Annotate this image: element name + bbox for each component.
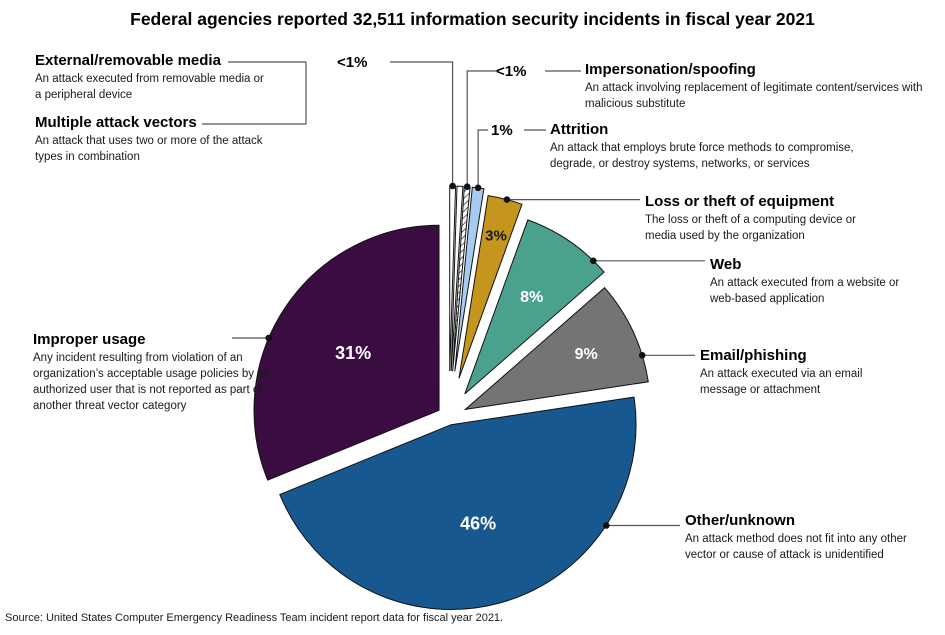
- category-description: An attack that uses two or more of the attack types in combination: [35, 135, 263, 164]
- leader-dot-email-phishing: [639, 352, 646, 359]
- category-description: Any incident resulting from violation of an organization’s acceptable usage policies by an authorized user that is not reported as part of another threat vector category: [33, 352, 270, 412]
- leader-dot-other-unknown: [603, 522, 610, 529]
- category-heading: External/removable media: [35, 52, 221, 69]
- category-heading: Web: [710, 256, 742, 273]
- slice-percent-label-email-phishing: 9%: [574, 346, 598, 364]
- category-label-other-unknown: [685, 512, 939, 564]
- leader-lt1-left-to-pie: [390, 62, 453, 186]
- callout-pct-external-multiple: <1%: [337, 54, 368, 71]
- category-heading: Multiple attack vectors: [35, 114, 197, 131]
- slice-percent-label-loss-or-theft-of-equipment: 3%: [485, 227, 507, 245]
- source-note: Source: United States Computer Emergency Readiness Team incident report data for fiscal year 2021.: [5, 612, 504, 624]
- callout-pct-attrition: 1%: [491, 122, 513, 139]
- category-label-attrition: [550, 121, 880, 173]
- category-heading: Attrition: [550, 121, 609, 138]
- category-description: An attack executed via an email message or attachment: [700, 368, 863, 397]
- callout-pct-impersonation: <1%: [496, 63, 527, 80]
- chart-title: Federal agencies reported 32,511 information security incidents in fiscal year 2021: [130, 9, 815, 29]
- slice-percent-label-web: 8%: [520, 288, 544, 306]
- category-label-loss-or-theft-of-equipment: [645, 193, 887, 245]
- category-label-web: [710, 256, 902, 308]
- leader-dot-loss-or-theft-of-equipment: [504, 196, 511, 203]
- category-heading: Improper usage: [33, 331, 146, 348]
- category-description: An attack involving replacement of legitimate content/services with malicious substitute: [585, 82, 923, 111]
- category-label-email-phishing: [700, 347, 882, 399]
- slice-percent-label-improper-usage: 31%: [335, 343, 372, 363]
- leader-dot-external-removable-media: [449, 183, 456, 190]
- category-label-multiple-attack-vectors: [35, 114, 263, 166]
- category-heading: Impersonation/spoofing: [585, 61, 756, 78]
- category-label-external-removable-media: [35, 52, 267, 104]
- category-description: An attack method does not fit into any other vector or cause of attack is unidentified: [685, 533, 907, 562]
- category-description: The loss or theft of a computing device or media used by the organization: [645, 214, 856, 243]
- category-description: An attack executed from removable media or a peripheral device: [35, 73, 264, 102]
- category-label-improper-usage: [33, 331, 279, 415]
- category-heading: Other/unknown: [685, 512, 795, 529]
- category-description: An attack executed from a website or web-based application: [710, 277, 900, 306]
- category-heading: Email/phishing: [700, 347, 807, 364]
- leader-1pct-to-pie: [478, 130, 488, 188]
- slice-percent-label-other-unknown: 46%: [460, 513, 497, 534]
- leader-dot-web: [590, 258, 597, 265]
- leader-dot-attrition: [475, 185, 482, 192]
- category-heading: Loss or theft of equipment: [645, 193, 835, 210]
- category-label-impersonation-spoofing: [585, 61, 943, 113]
- category-description: An attack that employs brute force methods to compromise, degrade, or destroy systems, networks, or services: [550, 142, 854, 171]
- leader-dot-impersonation-spoofing: [464, 183, 471, 190]
